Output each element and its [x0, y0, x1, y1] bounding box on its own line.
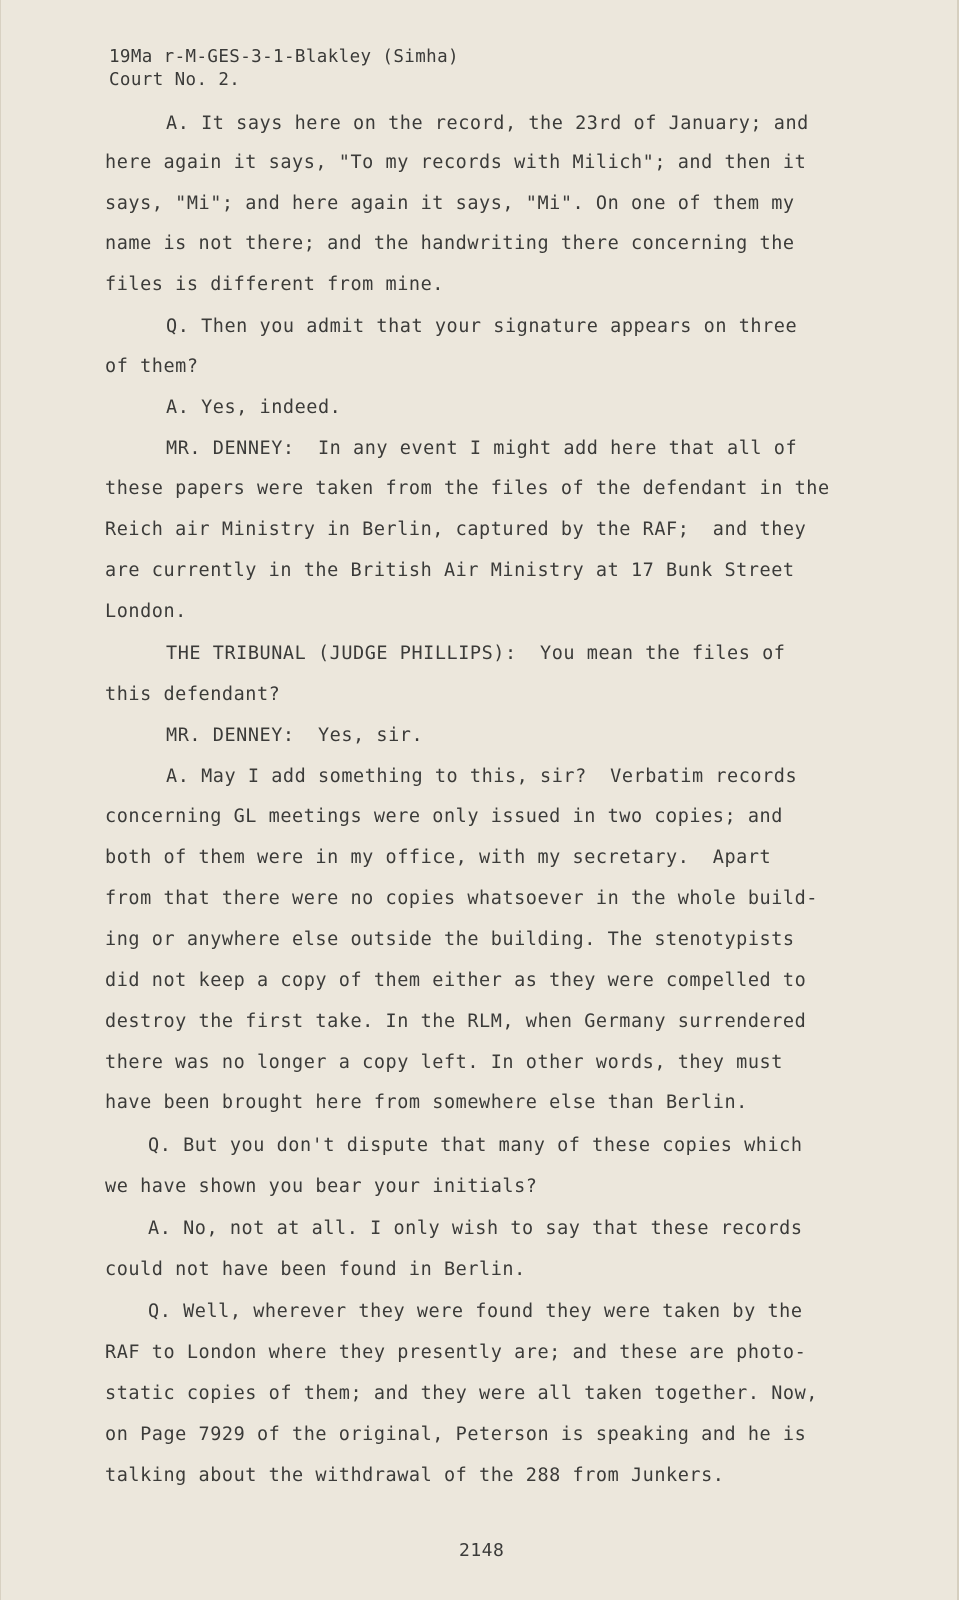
transcript-line: did not keep a copy of them either as they were compelled to	[105, 970, 807, 991]
header-court: Court No. 2.	[109, 70, 241, 90]
transcript-line: talking about the withdrawal of the 288 from Junkers.	[105, 1465, 725, 1486]
transcript-line: A. It says here on the record, the 23rd of January; and	[166, 113, 809, 134]
transcript-line: this defendant?	[105, 684, 281, 705]
transcript-line: could not have been found in Berlin.	[105, 1259, 526, 1280]
transcript-line: London.	[105, 601, 187, 622]
transcript-line: static copies of them; and they were all taken together. Now,	[105, 1383, 818, 1404]
transcript-line: A. May I add something to this, sir? Verbatim records	[166, 766, 798, 787]
transcript-line: Q. Well, wherever they were found they were taken by the	[148, 1301, 803, 1322]
transcript-line: from that there were no copies whatsoever in the whole build-	[105, 888, 818, 909]
transcript-line: A. Yes, indeed.	[166, 397, 342, 418]
transcript-line: there was no longer a copy left. In other words, they must	[105, 1052, 783, 1073]
transcript-line: these papers were taken from the files of the defendant in the	[105, 478, 830, 499]
transcript-line: Q. Then you admit that your signature appears on three	[166, 316, 798, 337]
transcript-line: both of them were in my office, with my secretary. Apart	[105, 847, 772, 868]
transcript-line: Q. But you don't dispute that many of these copies which	[148, 1135, 803, 1156]
transcript-line: MR. DENNEY: In any event I might add here that all of	[166, 438, 798, 459]
transcript-line: destroy the first take. In the RLM, when Germany surrendered	[105, 1011, 807, 1032]
page-number: 2148	[459, 1540, 505, 1561]
transcript-line: THE TRIBUNAL (JUDGE PHILLIPS): You mean the files of	[166, 643, 786, 664]
transcript-line: name is not there; and the handwriting there concerning the	[105, 233, 795, 254]
transcript-line: ing or anywhere else outside the building. The stenotypists	[105, 929, 795, 950]
transcript-line: on Page 7929 of the original, Peterson is speaking and he is	[105, 1424, 807, 1445]
transcript-line: Reich air Ministry in Berlin, captured by the RAF; and they	[105, 519, 807, 540]
transcript-line: files is different from mine.	[105, 274, 444, 295]
transcript-line: concerning GL meetings were only issued in two copies; and	[105, 806, 783, 827]
transcript-line: are currently in the British Air Ministry at 17 Bunk Street	[105, 560, 795, 581]
transcript-line: says, "Mi"; and here again it says, "Mi". On one of them my	[105, 193, 795, 214]
transcript-line: have been brought here from somewhere else than Berlin.	[105, 1092, 748, 1113]
document-header	[109, 46, 459, 92]
transcript-line: A. No, not at all. I only wish to say that these records	[148, 1218, 803, 1239]
transcript-line: MR. DENNEY: Yes, sir.	[166, 725, 424, 746]
transcript-line: we have shown you bear your initials?	[105, 1176, 538, 1197]
transcript-line: of them?	[105, 356, 199, 377]
transcript-line: here again it says, "To my records with Milich"; and then it	[105, 152, 807, 173]
transcript-line: RAF to London where they presently are; and these are photo-	[105, 1342, 807, 1363]
header-reference: 19Ma r-M-GES-3-1-Blakley (Simha)	[109, 47, 459, 67]
